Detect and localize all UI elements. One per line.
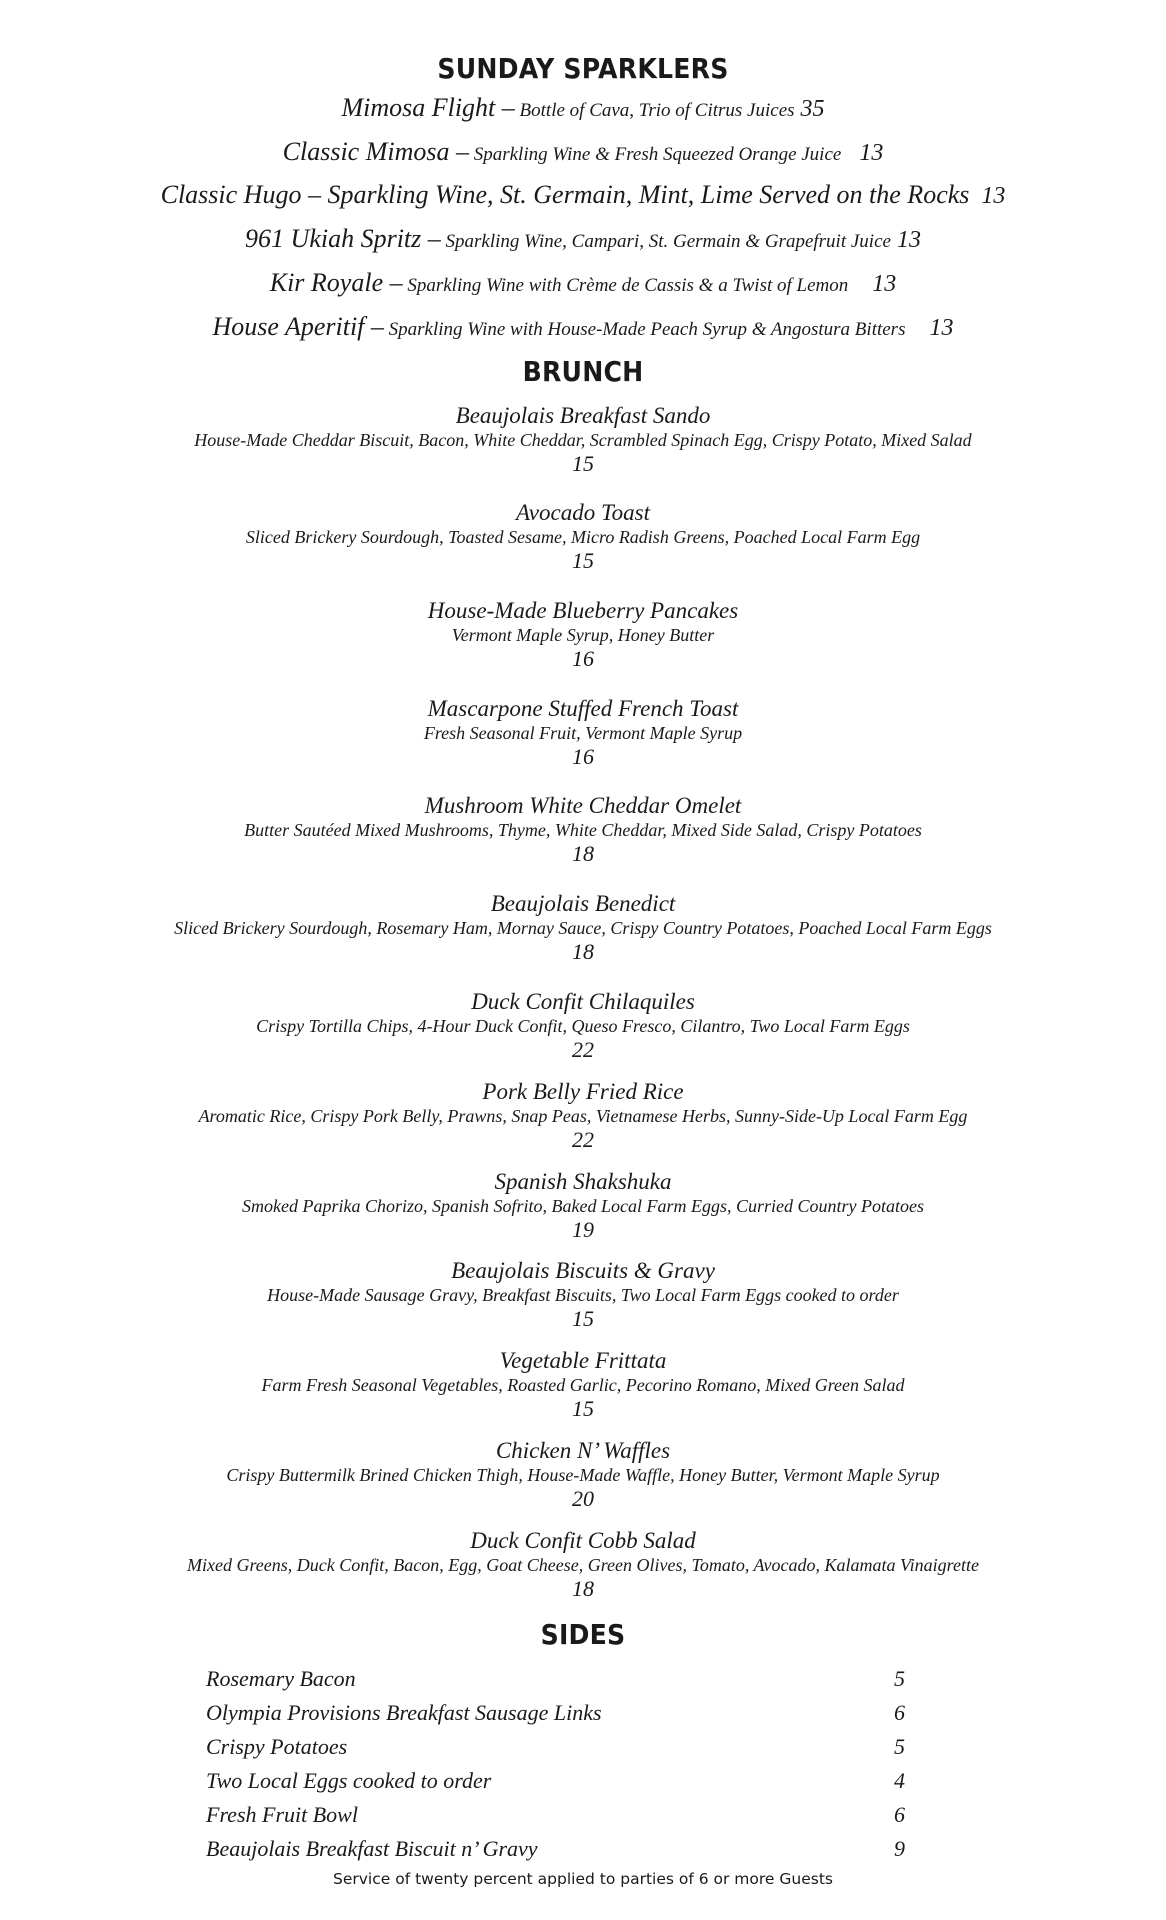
brunch-item — [0, 1258, 1166, 1332]
brunch-item — [0, 1079, 1166, 1153]
dish-name: Avocado Toast — [516, 500, 650, 525]
side-name: Crispy Potatoes — [206, 1734, 348, 1759]
sparkler-price: 13 — [969, 183, 1006, 209]
brunch-item — [0, 500, 1166, 574]
dish-description: Butter Sautéed Mixed Mushrooms, Thyme, White Cheddar, Mixed Side Salad, Crispy Potatoes — [244, 820, 922, 840]
brunch-item — [0, 1169, 1166, 1243]
dish-price: 22 — [572, 1127, 594, 1152]
sparkler-price: 13 — [848, 271, 897, 297]
dish-price: 15 — [572, 548, 594, 573]
side-price: 9 — [894, 1836, 905, 1861]
sparkler-description: Sparkling Wine with Crème de Cassis & a Twist of Lemon — [402, 275, 849, 296]
side-price: 6 — [894, 1700, 905, 1725]
dish-description: Crispy Buttermilk Brined Chicken Thigh, House-Made Waffle, Honey Butter, Vermont Maple Syrup — [226, 1465, 940, 1485]
dish-name: Mushroom White Cheddar Omelet — [424, 793, 742, 818]
side-item — [206, 1734, 906, 1764]
side-item — [206, 1768, 906, 1798]
side-item — [206, 1666, 906, 1696]
side-price: 6 — [894, 1802, 905, 1827]
dish-price: 15 — [572, 451, 594, 476]
dish-price: 16 — [572, 744, 594, 769]
sparkler-price: 13 — [905, 315, 954, 341]
dish-description: Farm Fresh Seasonal Vegetables, Roasted Garlic, Pecorino Romano, Mixed Green Salad — [261, 1375, 905, 1395]
side-name: Fresh Fruit Bowl — [206, 1802, 358, 1827]
sparklers-title: SUNDAY SPARKLERS — [437, 52, 729, 85]
sparkler-name: Classic Hugo – Sparkling Wine, St. Germain, Mint, Lime Served on the Rocks — [160, 180, 970, 209]
dish-price: 20 — [572, 1486, 594, 1511]
dish-description: Mixed Greens, Duck Confit, Bacon, Egg, Goat Cheese, Green Olives, Tomato, Avocado, Kalamata Vinaigrette — [186, 1555, 980, 1575]
brunch-title: BRUNCH — [522, 355, 644, 388]
service-charge-note: Service of twenty percent applied to parties of 6 or more Guests — [333, 1870, 833, 1888]
sparkler-price: 35 — [794, 96, 825, 122]
dish-description: Sliced Brickery Sourdough, Rosemary Ham, Mornay Sauce, Crispy Country Potatoes, Poached Local Farm Eggs — [174, 918, 992, 938]
dish-name: Pork Belly Fried Rice — [482, 1079, 684, 1104]
side-price: 4 — [894, 1768, 905, 1793]
sparkler-price: 13 — [841, 140, 884, 166]
sparkler-description: Bottle of Cava, Trio of Citrus Juices — [514, 100, 795, 121]
sparkler-name: Kir Royale – — [269, 268, 403, 297]
dish-name: House-Made Blueberry Pancakes — [427, 598, 739, 623]
brunch-item — [0, 403, 1166, 477]
side-item — [206, 1700, 906, 1730]
dish-name: Duck Confit Chilaquiles — [471, 989, 695, 1014]
dish-description: Vermont Maple Syrup, Honey Butter — [451, 625, 715, 645]
dish-name: Spanish Shakshuka — [494, 1169, 672, 1194]
dish-description: Sliced Brickery Sourdough, Toasted Sesame, Micro Radish Greens, Poached Local Farm Egg — [245, 527, 921, 547]
dish-description: Crispy Tortilla Chips, 4-Hour Duck Confit, Queso Fresco, Cilantro, Two Local Farm Eggs — [256, 1016, 910, 1036]
sparkler-description: Sparkling Wine & Fresh Squeezed Orange Juice — [468, 144, 842, 165]
sparkler-item — [0, 224, 1166, 254]
side-price: 5 — [894, 1734, 905, 1759]
dish-description: House-Made Cheddar Biscuit, Bacon, White Cheddar, Scrambled Spinach Egg, Crispy Potato, Mixed Salad — [194, 430, 972, 450]
dish-price: 19 — [572, 1217, 594, 1242]
brunch-item — [0, 793, 1166, 867]
sparkler-name: Classic Mimosa – — [282, 137, 469, 166]
sparkler-description: Sparkling Wine with House-Made Peach Syrup & Angostura Bitters — [383, 319, 906, 340]
brunch-item — [0, 598, 1166, 672]
brunch-item — [0, 696, 1166, 770]
sparkler-item — [0, 137, 1166, 167]
dish-description: House-Made Sausage Gravy, Breakfast Biscuits, Two Local Farm Eggs cooked to order — [267, 1285, 899, 1305]
dish-name: Chicken N’ Waffles — [495, 1438, 671, 1463]
side-name: Olympia Provisions Breakfast Sausage Links — [206, 1700, 602, 1725]
dish-price: 15 — [572, 1396, 594, 1421]
sparkler-item — [0, 93, 1166, 123]
dish-name: Mascarpone Stuffed French Toast — [427, 696, 739, 721]
side-item — [206, 1836, 906, 1866]
sparkler-name: 961 Ukiah Spritz – — [245, 224, 441, 253]
sparkler-item — [0, 268, 1166, 298]
sides-title: SIDES — [540, 1618, 626, 1651]
side-name: Beaujolais Breakfast Biscuit n’ Gravy — [206, 1836, 538, 1861]
sparkler-price: 13 — [890, 227, 921, 253]
dish-price: 18 — [572, 939, 594, 964]
dish-name: Beaujolais Biscuits & Gravy — [451, 1258, 715, 1283]
side-name: Rosemary Bacon — [206, 1666, 356, 1691]
dish-price: 15 — [572, 1306, 594, 1331]
side-price: 5 — [894, 1666, 905, 1691]
sparkler-name: Mimosa Flight – — [341, 93, 515, 122]
dish-price: 16 — [572, 646, 594, 671]
dish-price: 18 — [572, 841, 594, 866]
sparkler-item — [0, 180, 1166, 210]
brunch-item — [0, 1348, 1166, 1422]
side-item — [206, 1802, 906, 1832]
sparkler-item — [0, 312, 1166, 342]
brunch-item — [0, 989, 1166, 1063]
side-name: Two Local Eggs cooked to order — [206, 1768, 492, 1793]
dish-price: 18 — [572, 1576, 594, 1601]
dish-price: 22 — [572, 1037, 594, 1062]
sparkler-name: House Aperitif – — [212, 312, 384, 341]
sparkler-description: Sparkling Wine, Campari, St. Germain & Grapefruit Juice — [440, 231, 891, 252]
dish-description: Aromatic Rice, Crispy Pork Belly, Prawns, Snap Peas, Vietnamese Herbs, Sunny-Side-Up Local Farm Egg — [198, 1106, 968, 1126]
brunch-item — [0, 1528, 1166, 1602]
dish-name: Vegetable Frittata — [499, 1348, 667, 1373]
dish-name: Duck Confit Cobb Salad — [470, 1528, 696, 1553]
dish-name: Beaujolais Breakfast Sando — [455, 403, 711, 428]
dish-description: Smoked Paprika Chorizo, Spanish Sofrito, Baked Local Farm Eggs, Curried Country Potatoes — [242, 1196, 924, 1216]
brunch-item — [0, 891, 1166, 965]
dish-name: Beaujolais Benedict — [490, 891, 676, 916]
dish-description: Fresh Seasonal Fruit, Vermont Maple Syrup — [423, 723, 743, 743]
brunch-item — [0, 1438, 1166, 1512]
